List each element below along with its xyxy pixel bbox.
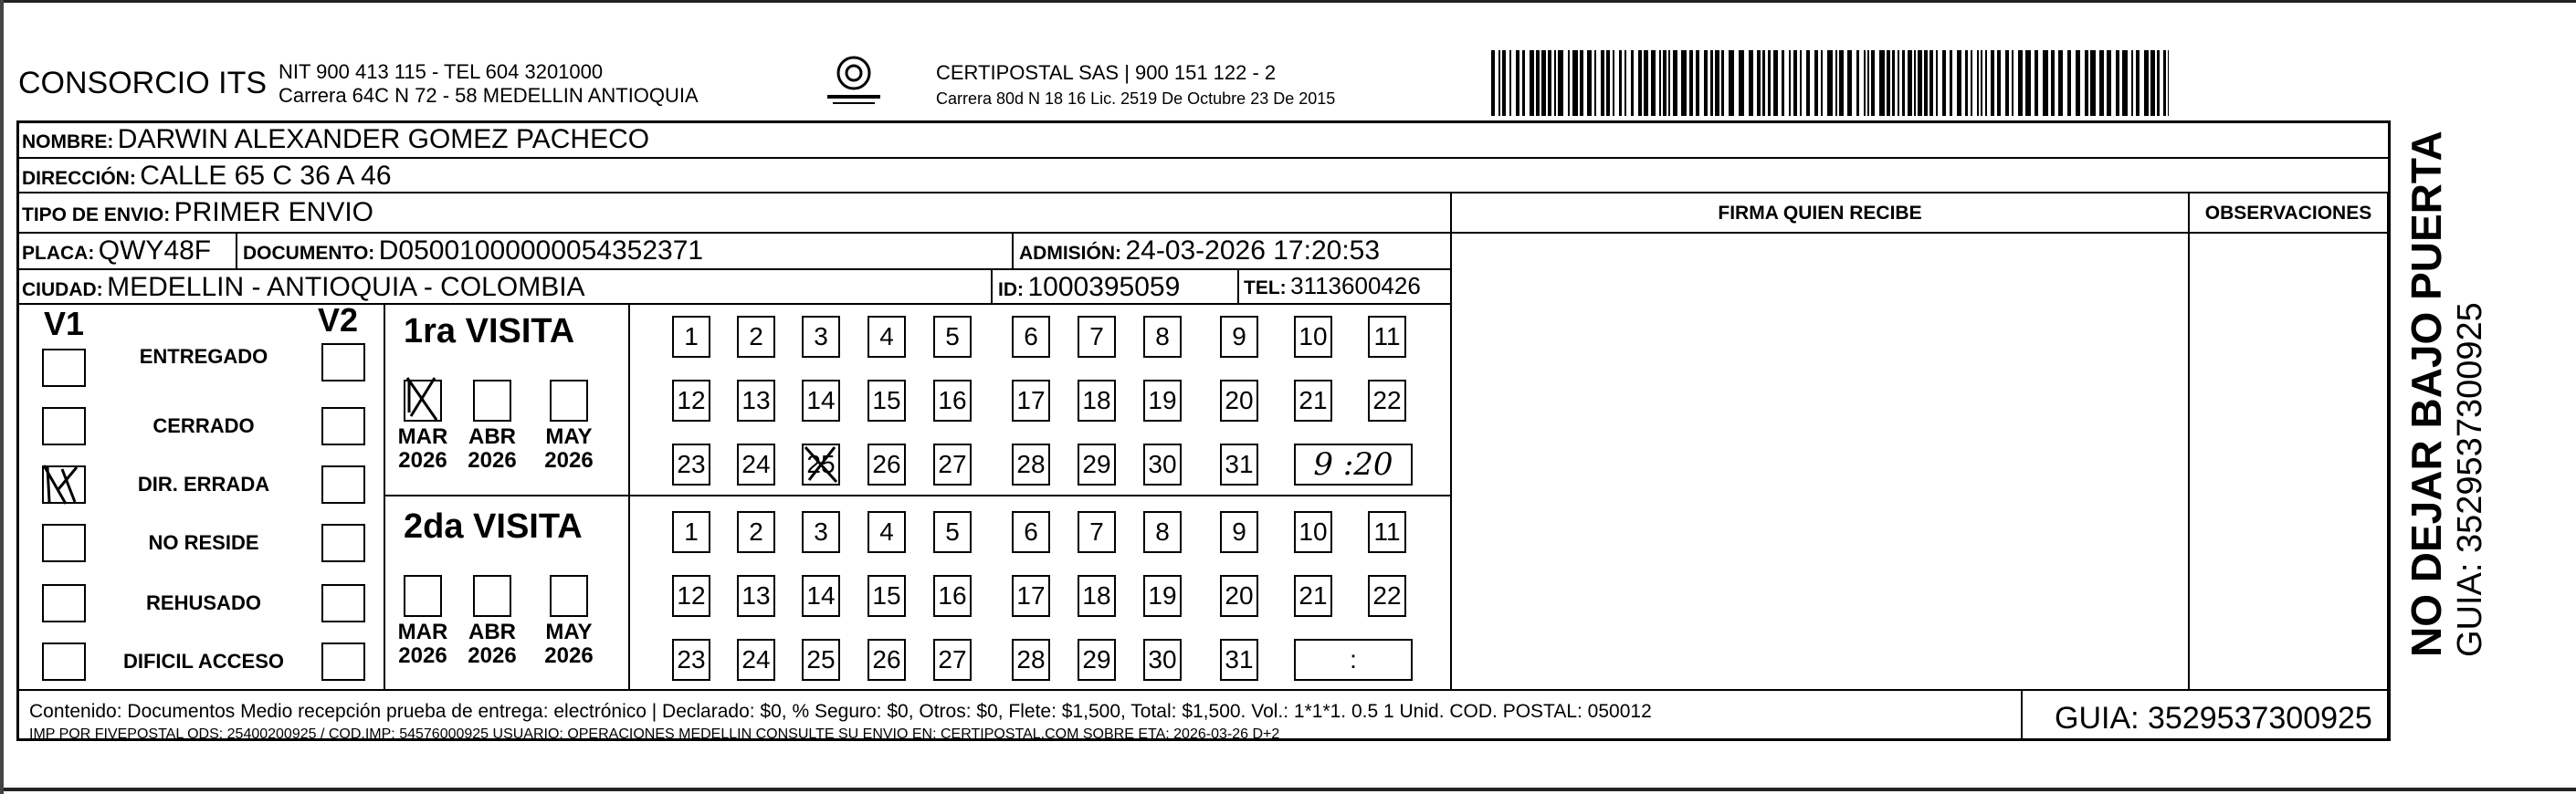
v2-checkbox[interactable] <box>321 584 365 622</box>
barcode-bar <box>1806 50 1810 116</box>
barcode-bar <box>2107 50 2111 116</box>
v1-header: V1 <box>44 305 85 342</box>
barcode-bar <box>1530 50 1534 116</box>
barcode-bar <box>2136 50 2140 116</box>
barcode-bar <box>1867 50 1869 116</box>
divider <box>2021 689 2023 741</box>
divider <box>384 303 385 689</box>
status-label: DIFICIL ACCESO <box>122 650 284 673</box>
nombre-field <box>22 124 649 155</box>
admision-value: 24-03-2026 17:20:53 <box>1125 235 1381 266</box>
barcode-bar <box>1856 50 1859 116</box>
handwritten-x-icon <box>400 372 447 423</box>
barcode-bar <box>1892 50 1895 116</box>
barcode-bar <box>1624 50 1626 116</box>
v1-checkbox[interactable] <box>42 349 86 387</box>
direccion-field <box>22 161 392 192</box>
day-box[interactable]: 30 <box>1143 444 1182 486</box>
barcode-bar <box>1696 50 1699 116</box>
barcode-bar <box>1587 50 1592 116</box>
contenido-text: Contenido: Documentos Medio recepción prueba de entrega: electrónico | Declarado: $0, % Seguro: $0, Otros: $0, Flete: $1,500, Total: $1,500. Vol.: 1*1*1. 0.5 1 Unid. COD. POSTAL: 050012 <box>29 701 1652 722</box>
barcode-bar <box>1681 50 1687 116</box>
barcode-bar <box>2090 50 2096 116</box>
barcode-bar <box>1985 50 1987 116</box>
barcode-bar <box>1908 50 1912 116</box>
barcode-bar <box>1997 50 2001 116</box>
day-box[interactable]: 17 <box>1012 575 1050 617</box>
barcode-bar <box>2099 50 2104 116</box>
tipo-field <box>22 197 373 228</box>
tel-field <box>1244 272 1421 300</box>
barcode-bar <box>1902 50 1905 116</box>
placa-value: QWY48F <box>98 235 212 266</box>
certipostal-logo-icon <box>820 53 888 110</box>
barcode-bar <box>2116 50 2119 116</box>
day-box[interactable]: 2 <box>737 511 775 553</box>
barcode-bar <box>1757 50 1761 116</box>
divider <box>1450 192 1452 689</box>
day-box[interactable]: 10 <box>1294 316 1332 358</box>
barcode-bar <box>2043 50 2048 116</box>
placa-label: PLACA: <box>22 243 95 264</box>
month-label: MAR 2026 <box>397 424 448 473</box>
tel-value: 3113600426 <box>1290 272 1421 299</box>
barcode-bar <box>1929 50 1933 116</box>
barcode-bar <box>1509 50 1511 116</box>
barcode-bar <box>1541 50 1546 116</box>
ciudad-value: MEDELLIN - ANTIOQUIA - COLOMBIA <box>107 272 585 302</box>
barcode-bar <box>1991 50 1994 116</box>
barcode <box>1491 50 2169 116</box>
day-box[interactable]: 13 <box>737 575 775 617</box>
v1-checkbox[interactable] <box>42 584 86 622</box>
side-notice <box>2402 131 2539 657</box>
carrier-address: Carrera 80d N 18 16 Lic. 2519 De Octubre 23 De 2015 <box>936 89 1336 108</box>
month-checkbox[interactable] <box>473 575 511 617</box>
day-box[interactable]: 9 <box>1220 511 1258 553</box>
day-box[interactable]: 20 <box>1220 380 1258 422</box>
no-dejar-text: NO DEJAR BAJO PUERTA <box>2403 131 2450 657</box>
barcode-bar <box>1558 50 1563 116</box>
divider <box>384 495 1452 496</box>
barcode-bar <box>2076 50 2080 116</box>
day-box[interactable]: 22 <box>1368 575 1406 617</box>
barcode-bar <box>2168 50 2169 116</box>
day-box[interactable]: 3 <box>802 316 840 358</box>
divider <box>2188 192 2190 689</box>
month-label: ABR 2026 <box>468 620 517 668</box>
day-box[interactable]: 8 <box>1143 511 1182 553</box>
barcode-bar <box>1721 50 1724 116</box>
left-edge-line <box>0 0 4 794</box>
visit-title: 2da VISITA <box>404 507 583 546</box>
tipo-value: PRIMER ENVIO <box>173 197 374 227</box>
id-label: ID: <box>998 279 1024 300</box>
barcode-bar <box>1498 50 1500 116</box>
day-box[interactable]: 18 <box>1078 380 1116 422</box>
day-box[interactable]: 12 <box>672 575 710 617</box>
day-box[interactable]: 5 <box>933 316 972 358</box>
day-box[interactable]: 24 <box>737 639 775 681</box>
day-box[interactable]: 14 <box>802 380 840 422</box>
day-box[interactable]: 29 <box>1078 639 1116 681</box>
barcode-bar <box>1773 50 1778 116</box>
day-box[interactable]: 27 <box>933 639 972 681</box>
day-box[interactable]: 21 <box>1294 575 1332 617</box>
bottom-edge-line <box>0 788 2576 791</box>
day-box[interactable]: 1 <box>672 316 710 358</box>
barcode-bar <box>1814 50 1818 116</box>
v1-checkbox[interactable] <box>42 465 86 504</box>
top-edge-line <box>0 0 2576 3</box>
day-box[interactable]: 9 <box>1220 316 1258 358</box>
observaciones-area[interactable] <box>2192 234 2385 687</box>
barcode-bar <box>2012 50 2013 116</box>
barcode-bar <box>1631 50 1634 116</box>
barcode-bar <box>1839 50 1844 116</box>
day-box[interactable]: 19 <box>1143 380 1182 422</box>
barcode-bar <box>1729 50 1734 116</box>
month-checkbox[interactable] <box>550 380 588 422</box>
barcode-bar <box>1898 50 1899 116</box>
v1-checkbox[interactable] <box>42 643 86 681</box>
firma-area[interactable] <box>1454 234 2186 687</box>
barcode-bar <box>1673 50 1677 116</box>
barcode-bar <box>1651 50 1656 116</box>
barcode-bar <box>1704 50 1708 116</box>
day-box[interactable]: 17 <box>1012 380 1050 422</box>
v2-header: V2 <box>318 301 359 339</box>
barcode-bar <box>1971 50 1972 116</box>
day-box[interactable]: 3 <box>802 511 840 553</box>
tipo-label: TIPO DE ENVIO: <box>22 204 171 225</box>
documento-value: D05001000000054352371 <box>378 235 704 266</box>
admision-field <box>1019 235 1380 266</box>
observaciones-header: OBSERVACIONES <box>2204 203 2372 224</box>
documento-label: DOCUMENTO: <box>243 243 375 264</box>
status-label: DIR. ERRADA <box>137 473 270 496</box>
handwritten-x-icon <box>800 442 842 487</box>
divider <box>2387 689 2389 741</box>
day-box[interactable]: 5 <box>933 511 972 553</box>
month-checkbox[interactable] <box>404 380 442 422</box>
day-box[interactable]: 31 <box>1220 639 1258 681</box>
barcode-bar <box>1950 50 1952 116</box>
day-box[interactable]: 14 <box>802 575 840 617</box>
day-box[interactable]: 26 <box>867 444 906 486</box>
month-checkbox[interactable] <box>550 575 588 617</box>
day-box[interactable]: 23 <box>672 639 710 681</box>
firma-header: FIRMA QUIEN RECIBE <box>1718 203 1922 224</box>
barcode-bar <box>1965 50 1968 116</box>
barcode-bar <box>2122 50 2128 116</box>
carrier-info <box>936 60 1335 111</box>
barcode-bar <box>1924 50 1928 116</box>
day-box[interactable]: 11 <box>1368 511 1406 553</box>
documento-field <box>243 235 703 266</box>
barcode-bar <box>1864 50 1866 116</box>
day-box[interactable]: 13 <box>737 380 775 422</box>
barcode-bar <box>2035 50 2038 116</box>
v1-checkbox[interactable] <box>42 407 86 445</box>
month-checkbox[interactable] <box>473 380 511 422</box>
day-box[interactable]: 8 <box>1143 316 1182 358</box>
v2-checkbox[interactable] <box>321 643 365 681</box>
nombre-value: DARWIN ALEXANDER GOMEZ PACHECO <box>117 124 650 154</box>
day-box[interactable]: 1 <box>672 511 710 553</box>
day-box[interactable]: 28 <box>1012 444 1050 486</box>
barcode-bar <box>1782 50 1784 116</box>
day-box[interactable]: 31 <box>1220 444 1258 486</box>
barcode-bar <box>1942 50 1946 116</box>
status-label: ENTREGADO <box>139 345 268 368</box>
barcode-bar <box>1715 50 1719 116</box>
barcode-bar <box>1689 50 1693 116</box>
ciudad-field <box>22 272 585 303</box>
day-box[interactable]: 7 <box>1078 316 1116 358</box>
divider <box>628 303 630 689</box>
barcode-bar <box>2150 50 2155 116</box>
divider <box>16 303 1450 305</box>
day-box[interactable]: 23 <box>672 444 710 486</box>
barcode-bar <box>1768 50 1771 116</box>
barcode-bar <box>1568 50 1570 116</box>
barcode-bar <box>2025 50 2031 116</box>
barcode-bar <box>2085 50 2088 116</box>
barcode-bar <box>1516 50 1519 116</box>
divider <box>16 192 2391 193</box>
tel-label: TEL: <box>1244 277 1287 298</box>
day-box[interactable]: 15 <box>867 575 906 617</box>
barcode-bar <box>2005 50 2009 116</box>
barcode-bar <box>2067 50 2071 116</box>
month-checkbox[interactable] <box>404 575 442 617</box>
v2-checkbox[interactable] <box>321 407 365 445</box>
barcode-bar <box>1793 50 1797 116</box>
barcode-bar <box>1659 50 1661 116</box>
barcode-bar <box>2131 50 2133 116</box>
divider <box>1237 268 1239 303</box>
day-box[interactable]: 15 <box>867 380 906 422</box>
day-box[interactable]: 2 <box>737 316 775 358</box>
barcode-bar <box>1936 50 1938 116</box>
barcode-bar <box>1739 50 1744 116</box>
barcode-bar <box>1800 50 1802 116</box>
divider <box>16 689 2391 691</box>
barcode-bar <box>1606 50 1610 116</box>
day-box[interactable]: 10 <box>1294 511 1332 553</box>
barcode-bar <box>1572 50 1578 116</box>
barcode-bar <box>1749 50 1753 116</box>
barcode-bar <box>1879 50 1885 116</box>
barcode-bar <box>1668 50 1670 116</box>
barcode-bar <box>1977 50 1979 116</box>
barcode-bar <box>1580 50 1583 116</box>
divider <box>991 268 993 303</box>
nombre-label: NOMBRE: <box>22 131 114 152</box>
company-address: Carrera 64C N 72 - 58 MEDELLIN ANTIOQUIA <box>279 84 699 107</box>
barcode-bar <box>1536 50 1540 116</box>
day-box[interactable]: 6 <box>1012 511 1050 553</box>
day-box[interactable]: 11 <box>1368 316 1406 358</box>
barcode-bar <box>1957 50 1961 116</box>
barcode-bar <box>1918 50 1922 116</box>
placa-field <box>22 235 211 266</box>
day-box[interactable]: 28 <box>1012 639 1050 681</box>
company-nit: NIT 900 413 115 - TEL 604 3201000 <box>279 60 604 83</box>
barcode-bar <box>2157 50 2160 116</box>
day-box[interactable]: 27 <box>933 444 972 486</box>
side-guia-text: GUIA: 3529537300925 <box>2451 302 2489 657</box>
barcode-bar <box>1548 50 1551 116</box>
month-label: MAR 2026 <box>397 620 448 668</box>
company-info <box>279 60 699 108</box>
day-box[interactable]: 24 <box>737 444 775 486</box>
day-box[interactable]: 16 <box>933 575 972 617</box>
day-box[interactable]: 22 <box>1368 380 1406 422</box>
divider <box>1012 232 1014 268</box>
v2-checkbox[interactable] <box>321 465 365 504</box>
barcode-bar <box>1871 50 1875 116</box>
imp-text: IMP POR FIVEPOSTAL ODS: 25400200925 / COD.IMP: 54576000925 USUARIO: OPERACIONES MEDELLIN CONSULTE SU ENVIO EN: CERTIPOSTAL.COM SOBRE ETA: 2026-03-26 D+2 <box>29 726 1280 742</box>
direccion-value: CALLE 65 C 36 A 46 <box>140 161 392 191</box>
day-box[interactable]: 21 <box>1294 380 1332 422</box>
carrier-name: CERTIPOSTAL SAS | 900 151 122 - 2 <box>936 61 1277 84</box>
barcode-bar <box>1847 50 1852 116</box>
barcode-bar <box>2018 50 2023 116</box>
barcode-bar <box>1835 50 1837 116</box>
ciudad-label: CIUDAD: <box>22 279 103 300</box>
barcode-bar <box>1613 50 1614 116</box>
barcode-bar <box>1789 50 1791 116</box>
divider <box>2387 192 2389 689</box>
barcode-bar <box>1594 50 1596 116</box>
day-box[interactable]: 25 <box>802 639 840 681</box>
barcode-bar <box>2051 50 2055 116</box>
v1-checkbox[interactable] <box>42 524 86 562</box>
divider <box>16 157 2391 159</box>
company-name: CONSORCIO ITS <box>18 66 268 100</box>
barcode-bar <box>1491 50 1495 116</box>
day-box[interactable]: 6 <box>1012 316 1050 358</box>
day-box[interactable]: 19 <box>1143 575 1182 617</box>
barcode-bar <box>1502 50 1506 116</box>
barcode-bar <box>1914 50 1916 116</box>
day-box[interactable]: 30 <box>1143 639 1182 681</box>
barcode-bar <box>1554 50 1556 116</box>
month-label: ABR 2026 <box>468 424 517 473</box>
barcode-bar <box>1644 50 1648 116</box>
divider <box>16 268 1450 270</box>
day-box[interactable]: 4 <box>867 511 906 553</box>
month-label: MAY 2026 <box>544 620 594 668</box>
v2-checkbox[interactable] <box>321 524 365 562</box>
barcode-bar <box>1663 50 1667 116</box>
barcode-bar <box>1821 50 1823 116</box>
day-box[interactable]: 26 <box>867 639 906 681</box>
day-box[interactable]: 16 <box>933 380 972 422</box>
month-label: MAY 2026 <box>544 424 594 473</box>
day-box[interactable]: 25 <box>802 444 840 486</box>
id-field <box>998 272 1180 303</box>
barcode-bar <box>1887 50 1890 116</box>
barcode-bar <box>1638 50 1642 116</box>
barcode-bar <box>1522 50 1525 116</box>
day-box[interactable]: 4 <box>867 316 906 358</box>
barcode-bar <box>1619 50 1622 116</box>
barcode-bar <box>1827 50 1833 116</box>
handwritten-x-icon <box>38 462 89 507</box>
status-label: CERRADO <box>152 414 255 437</box>
admision-label: ADMISIÓN: <box>1019 243 1121 264</box>
day-box[interactable]: 20 <box>1220 575 1258 617</box>
barcode-bar <box>2144 50 2149 116</box>
divider <box>236 232 237 268</box>
barcode-bar <box>1981 50 1982 116</box>
barcode-bar <box>1710 50 1713 116</box>
status-label: REHUSADO <box>146 591 261 614</box>
id-value: 1000395059 <box>1027 272 1181 302</box>
status-label: NO RESIDE <box>148 531 259 554</box>
barcode-bar <box>2058 50 2063 116</box>
guia-number: GUIA: 3529537300925 <box>2055 701 2372 736</box>
day-box[interactable]: 29 <box>1078 444 1116 486</box>
v2-checkbox[interactable] <box>321 343 365 381</box>
day-box[interactable]: 7 <box>1078 511 1116 553</box>
barcode-bar <box>2163 50 2166 116</box>
time-box[interactable]: : <box>1294 639 1413 681</box>
day-box[interactable]: 12 <box>672 380 710 422</box>
barcode-bar <box>1601 50 1604 116</box>
time-box[interactable]: 9 :20 <box>1294 444 1413 486</box>
visit-title: 1ra VISITA <box>404 312 575 350</box>
barcode-bar <box>1762 50 1765 116</box>
direccion-label: DIRECCIÓN: <box>22 168 136 189</box>
day-box[interactable]: 18 <box>1078 575 1116 617</box>
